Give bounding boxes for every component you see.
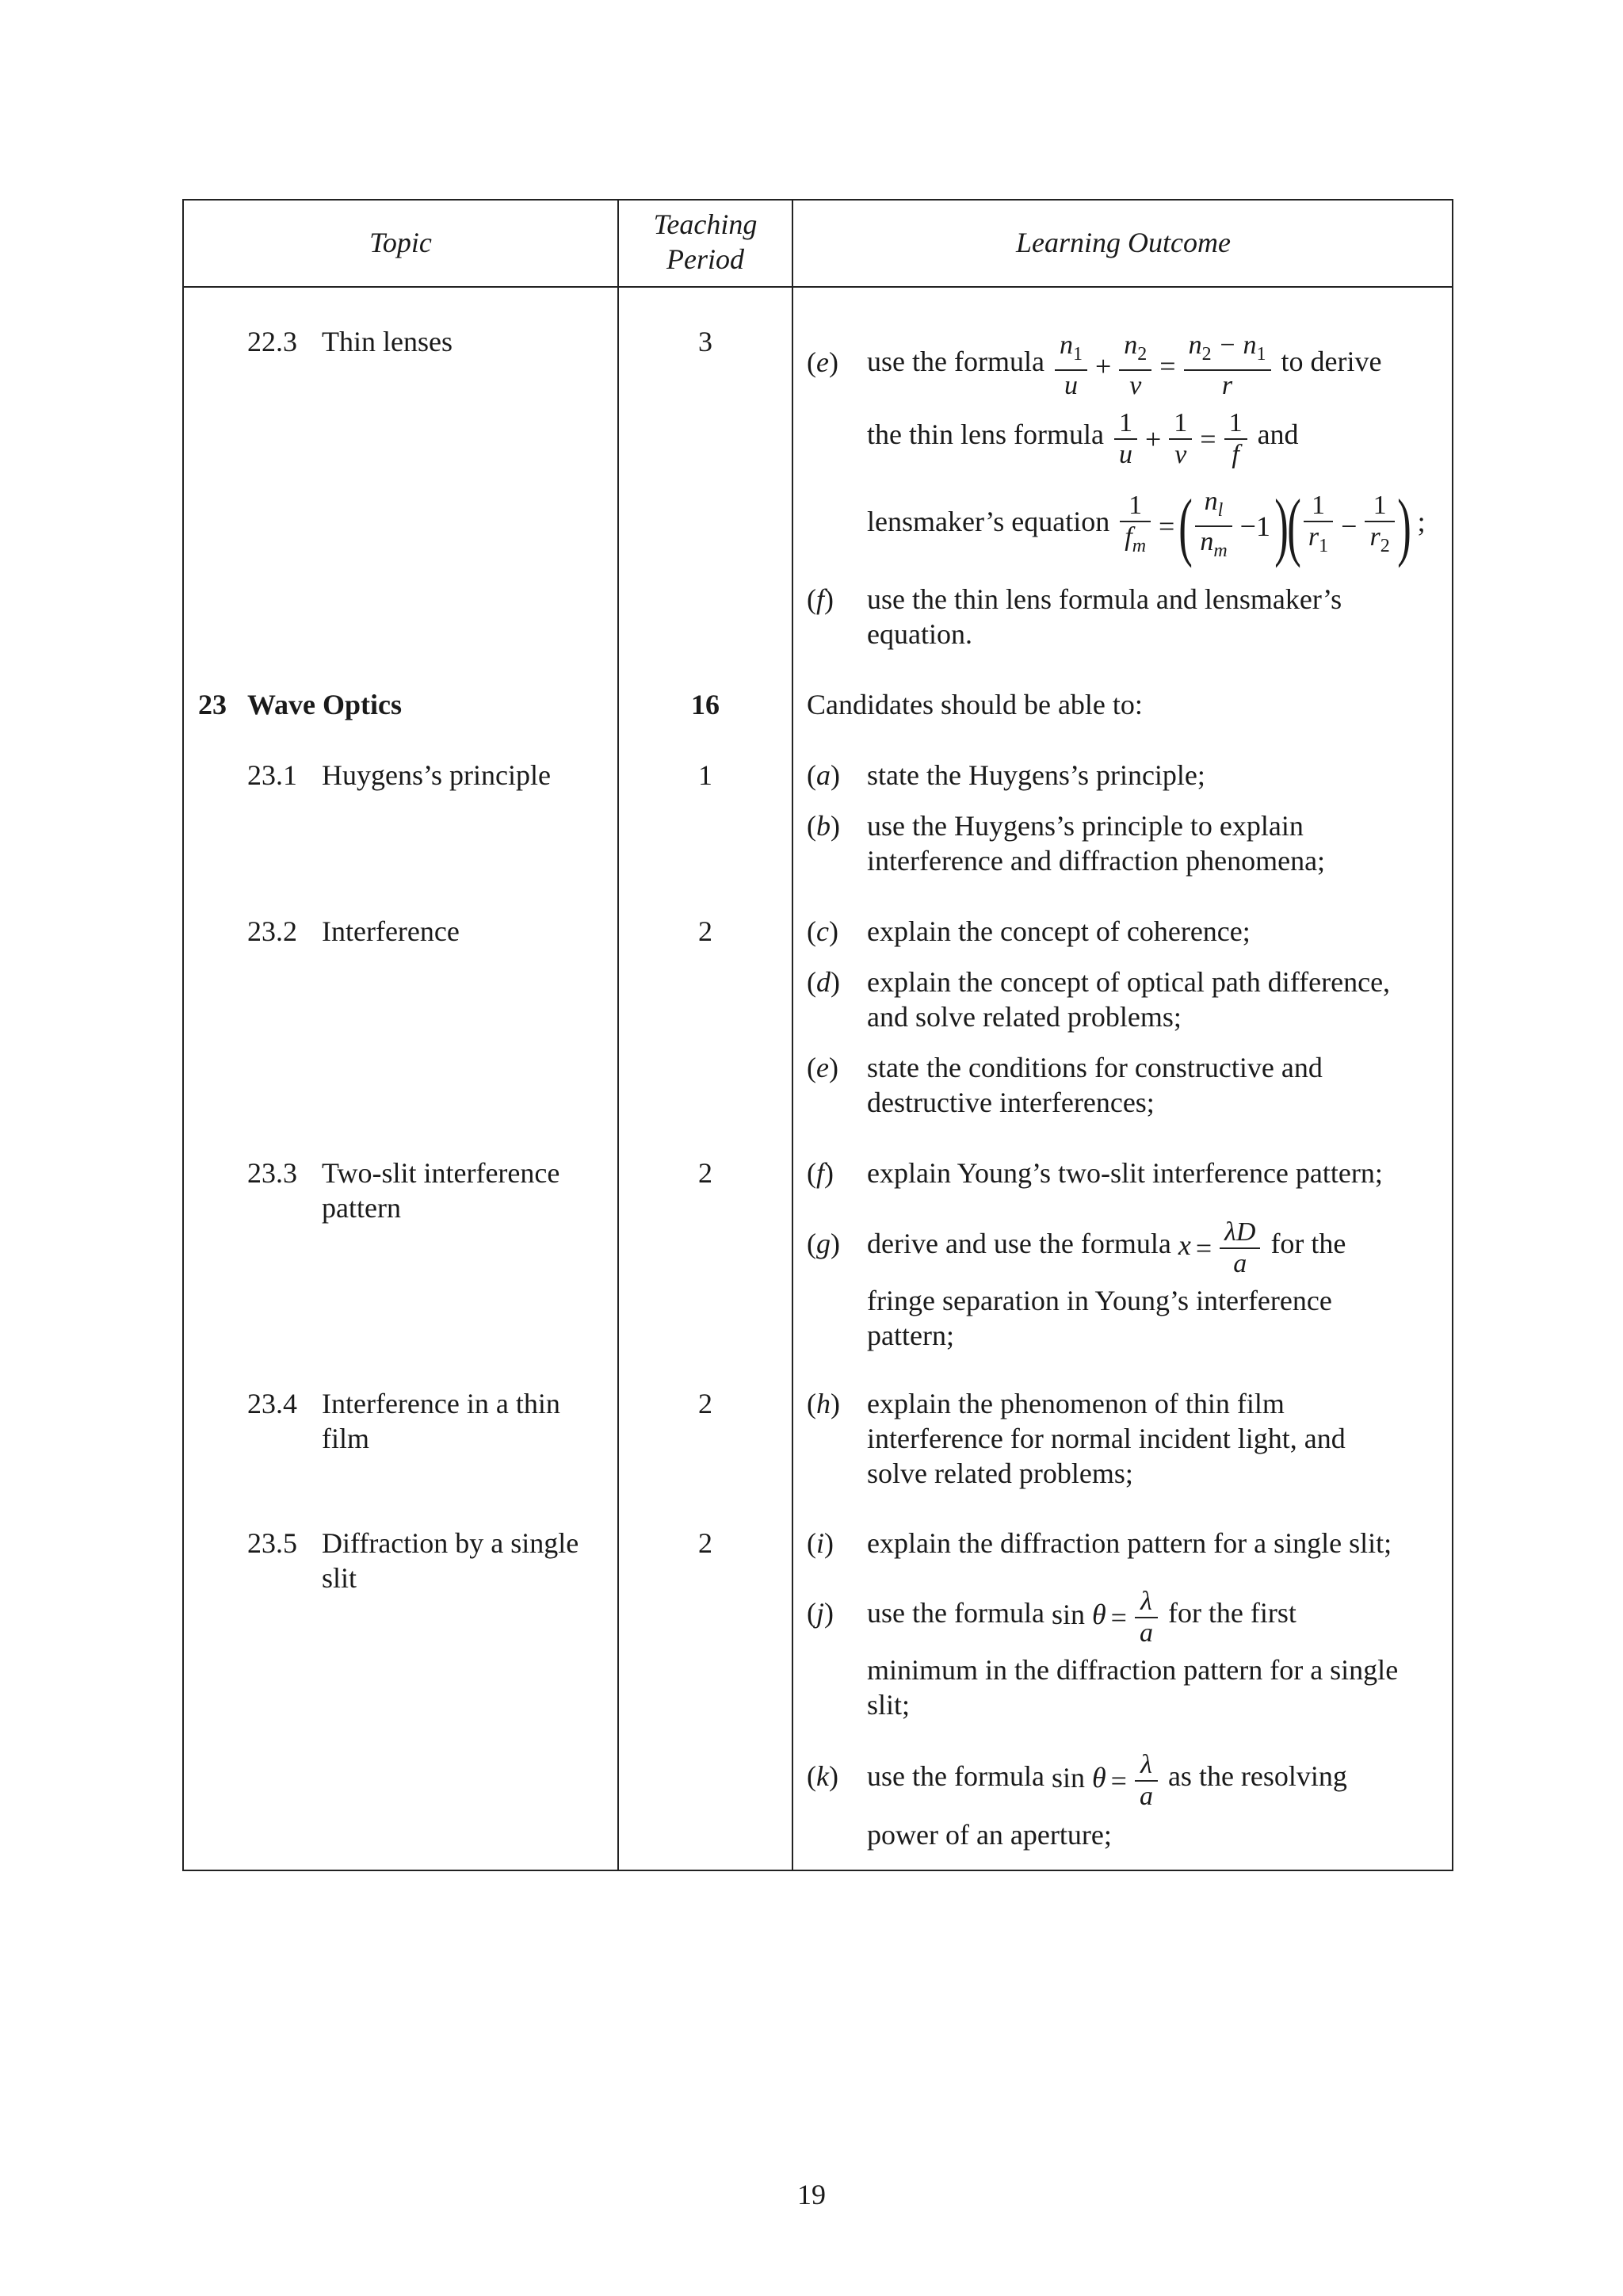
outcome-g-label: (g) (807, 1228, 840, 1259)
outcome-h-line1: explain the phenomenon of thin film (867, 1388, 1285, 1419)
topic-23-1-number: 23.1 (247, 759, 297, 791)
outcome-f-label: (f) (807, 583, 834, 615)
period-23-1: 1 (698, 759, 712, 791)
outcome-h-line3: solve related problems; (867, 1457, 1133, 1489)
fringe-separation-formula: x = $\frac{\lambda D}{a}$ (1178, 1209, 1264, 1284)
outcome-j-line1: use the formula sin θ = $\frac{\lambda}{a}$ for the first (867, 1577, 1296, 1653)
period-23-4: 2 (698, 1388, 712, 1419)
period-22-3: 3 (698, 326, 712, 357)
period-23-3: 2 (698, 1157, 712, 1189)
topic-23-4-number: 23.4 (247, 1388, 297, 1419)
column-divider-1 (617, 201, 619, 1870)
outcome-f-line2: equation. (867, 618, 972, 650)
outcome-b-label: (b) (807, 810, 840, 842)
outcome-d-line1: explain the concept of optical path difference, (867, 966, 1391, 998)
topic-23-number: 23 (198, 689, 227, 720)
outcome-j-label: (j) (807, 1597, 834, 1629)
header-topic: Topic (369, 227, 432, 258)
outcome-d-line2: and solve related problems; (867, 1001, 1182, 1033)
outcome-k-line2: power of an aperture; (867, 1819, 1112, 1851)
page-number: 19 (797, 2179, 826, 2210)
outcome-a-label: (a) (807, 759, 840, 791)
topic-22-3-number: 22.3 (247, 326, 297, 357)
topic-23-5-title-2: slit (322, 1562, 357, 1594)
topic-23-5-number: 23.5 (247, 1527, 297, 1559)
topic-23-4-title-1: Interference in a thin (322, 1388, 560, 1419)
outcome-e2-line2: destructive interferences; (867, 1087, 1155, 1118)
outcome-h-line2: interference for normal incident light, and (867, 1423, 1346, 1454)
topic-23-3-title-2: pattern (322, 1192, 401, 1224)
topic-23-4-title-2: film (322, 1423, 369, 1454)
outcome-f-line1: use the thin lens formula and lensmaker’s (867, 583, 1342, 615)
outcome-e-label: (e) (807, 346, 838, 378)
topic-23-2-title: Interference (322, 915, 460, 947)
outcome-j-line2: minimum in the diffraction pattern for a single (867, 1654, 1399, 1686)
topic-23-title: Wave Optics (247, 689, 402, 720)
syllabus-table (182, 199, 1453, 1871)
single-slit-minimum-formula: sin θ = $\frac{\lambda}{a}$ (1052, 1579, 1161, 1653)
column-divider-2 (792, 201, 793, 1870)
header-divider (184, 286, 1452, 288)
thin-lens-formula: $\frac{1}{u}$ + $\frac{1}{v}$ = $\frac{1}{f}$ (1111, 400, 1251, 475)
outcome-c-label: (c) (807, 915, 838, 947)
period-23-5: 2 (698, 1527, 712, 1559)
refraction-formula: $\frac{n_1}{u}$ + $\frac{n_2}{v}$ = $\frac{n_2 - n_1}{r}$ (1052, 327, 1274, 402)
header-teaching-period: Teaching Period (653, 208, 758, 275)
outcome-k-label: (k) (807, 1760, 838, 1792)
outcome-g-line3: pattern; (867, 1320, 954, 1351)
outcome-e-line2: the thin lens formula $\frac{1}{u}$ + $\frac{1}{v}$ = $\frac{1}{f}$ and (867, 399, 1299, 475)
outcome-e2-label: (e) (807, 1052, 838, 1083)
outcome-e-line1: use the formula $\frac{n_1}{u}$ + $\frac{n_2}{v}$ = $\frac{n_2 - n_1}{r}$ to derive (867, 326, 1381, 402)
period-23-2: 2 (698, 915, 712, 947)
outcome-intro: Candidates should be able to: (807, 689, 1143, 720)
outcome-d-label: (d) (807, 966, 840, 998)
topic-22-3-title: Thin lenses (322, 326, 453, 357)
outcome-e2-line1: state the conditions for constructive and (867, 1052, 1323, 1083)
outcome-h-label: (h) (807, 1388, 840, 1419)
lensmaker-equation: $\frac{1}{f_m}$ =( $\frac{n_l}{n_m}$ −1)( $\frac{1}{r_1}$ − $\frac{1}{r_2}$ ) (1117, 483, 1410, 566)
outcome-e-line3: lensmaker’s equation $\frac{1}{f_m}$ =( $\frac{n_l}{n_m}$ −1)( $\frac{1}{r_1}$ − $\frac{1}{r_2}$ ) ; (867, 483, 1426, 568)
topic-23-1-title: Huygens’s principle (322, 759, 551, 791)
outcome-b-line1: use the Huygens’s principle to explain (867, 810, 1304, 842)
outcome-b-line2: interference and diffraction phenomena; (867, 845, 1326, 877)
outcome-g-line1: derive and use the formula x = $\frac{\lambda D}{a}$ for the (867, 1208, 1346, 1284)
outcome-j-line3: slit; (867, 1689, 911, 1721)
outcome-i-label: (i) (807, 1527, 834, 1559)
outcome-i-line1: explain the diffraction pattern for a single slit; (867, 1527, 1392, 1559)
topic-23-2-number: 23.2 (247, 915, 297, 947)
topic-23-3-title-1: Two-slit interference (322, 1157, 560, 1189)
header-learning-outcome: Learning Outcome (1016, 227, 1231, 258)
topic-23-5-title-1: Diffraction by a single (322, 1527, 579, 1559)
outcome-g-line2: fringe separation in Young’s interference (867, 1285, 1332, 1316)
outcome-a-line1: state the Huygens’s principle; (867, 759, 1205, 791)
outcome-k-line1: use the formula sin θ = $\frac{\lambda}{a}$ as the resolving (867, 1740, 1347, 1817)
resolving-power-formula: sin θ = $\frac{\lambda}{a}$ (1052, 1742, 1161, 1817)
topic-23-3-number: 23.3 (247, 1157, 297, 1189)
outcome-c-line1: explain the concept of coherence; (867, 915, 1251, 947)
period-23: 16 (691, 689, 720, 720)
outcome-f2-line1: explain Young’s two-slit interference pattern; (867, 1157, 1383, 1189)
outcome-f2-label: (f) (807, 1157, 834, 1189)
